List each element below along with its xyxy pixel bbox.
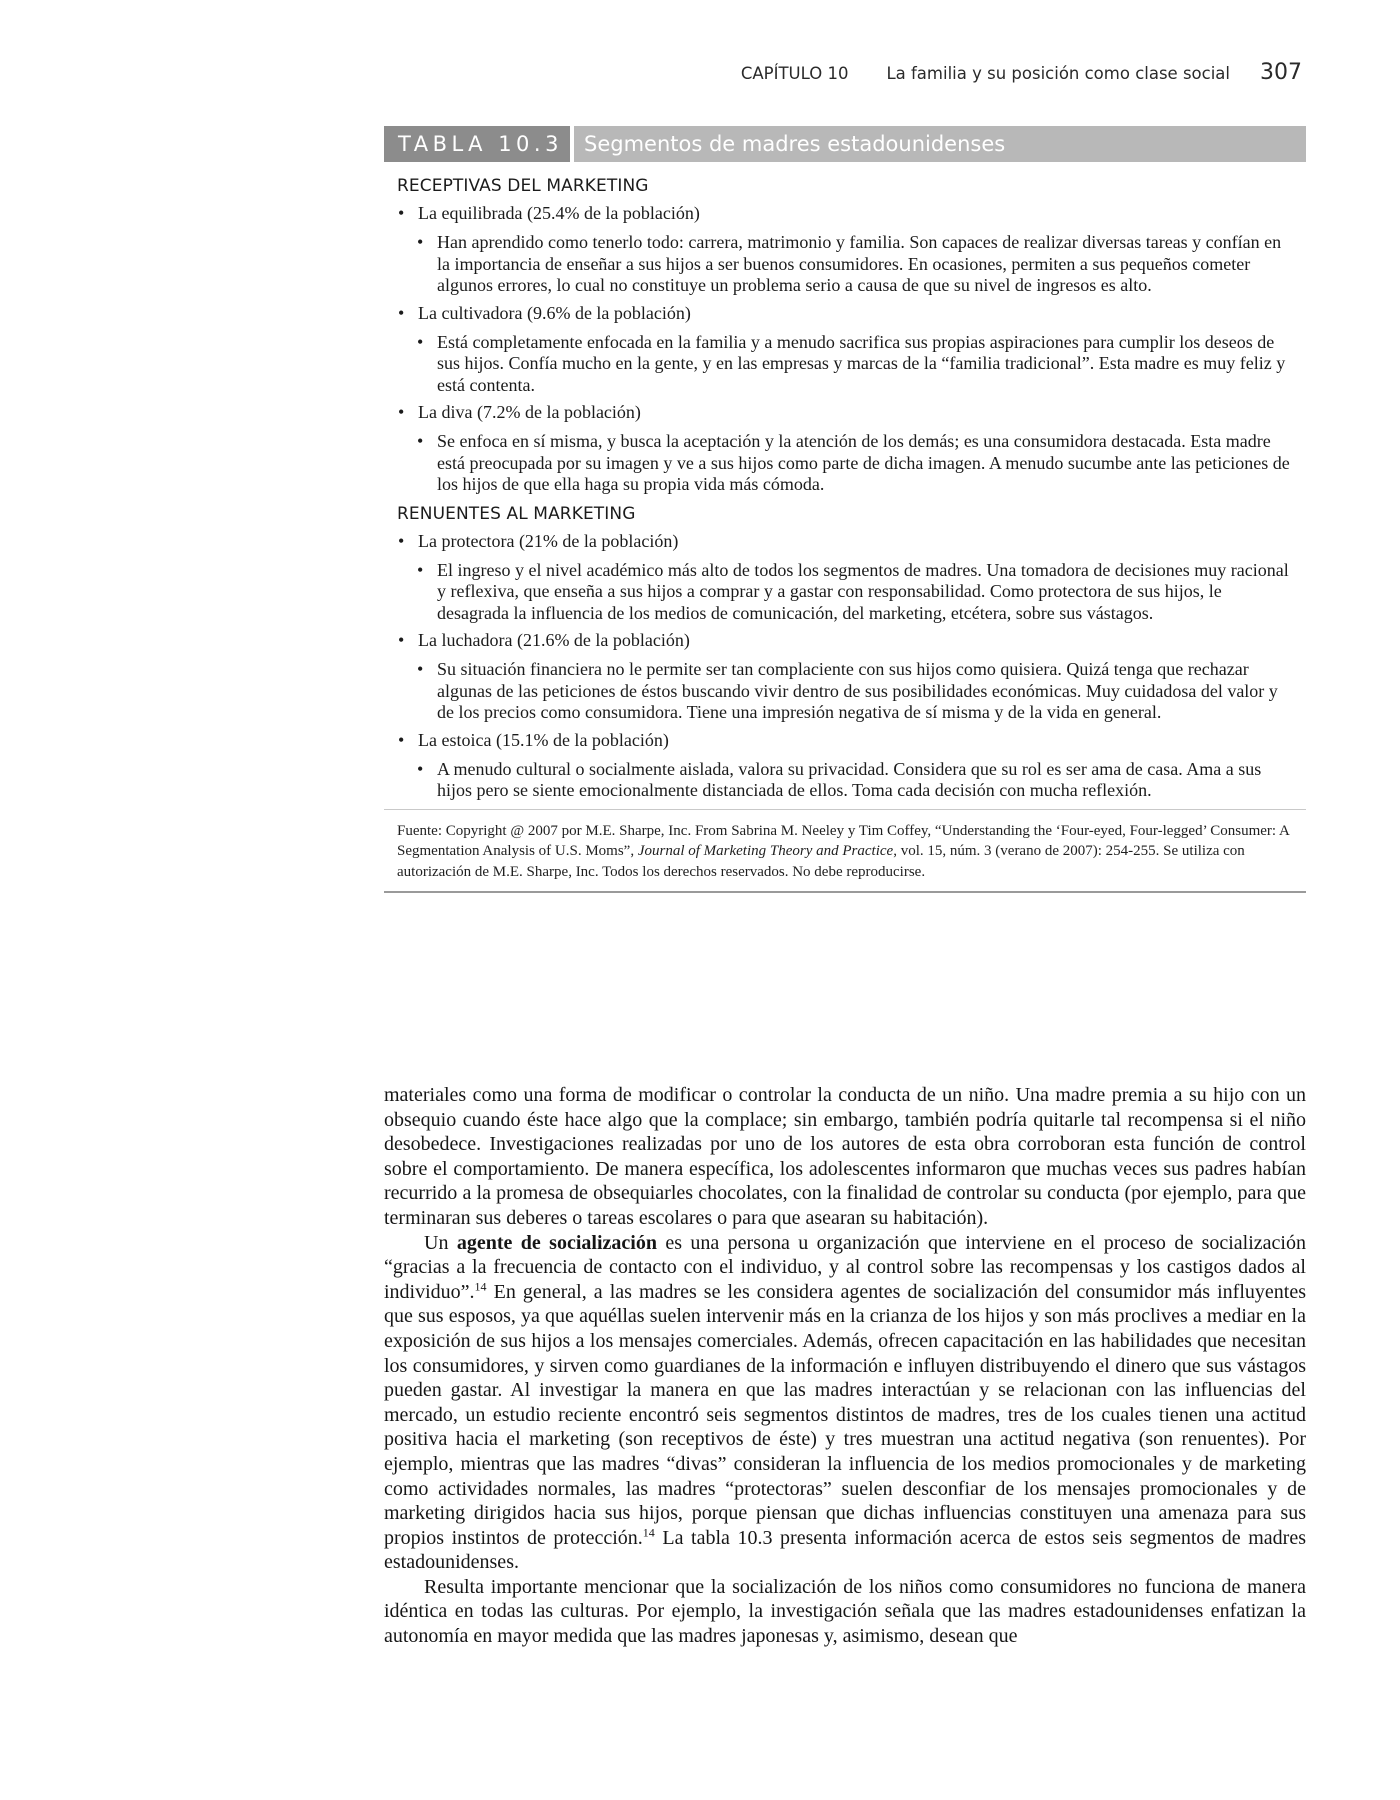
segment-name: • La luchadora (21.6% de la población) <box>397 629 1292 651</box>
segment-list <box>397 202 1292 496</box>
paragraph-text: La tabla 10.3 presenta información acerca de estos seis segmentos de madres estadounidenses. <box>384 1526 1306 1574</box>
table-title: Segmentos de madres estadounidenses <box>584 132 1006 156</box>
body-text <box>384 1083 1306 1649</box>
segment-description: • A menudo cultural o socialmente aislada, valora su privacidad. Considera que su rol es ser ama de casa. Ama a sus hijos pero se siente emocionalmente distanciada de ellos. Toma cada decisión con mucha reflexión. <box>417 759 1292 802</box>
page-number: 307 <box>1260 60 1302 85</box>
table-source-note <box>384 809 1306 894</box>
segment-item <box>397 202 1292 297</box>
footnote-ref: 14 <box>642 1525 655 1540</box>
group-renuentes <box>397 504 1292 802</box>
paragraph <box>384 1231 1306 1575</box>
table-header <box>384 126 1306 162</box>
segment-description: • Han aprendido como tenerlo todo: carrera, matrimonio y familia. Son capaces de realizar diversas tareas y confían en la importancia de enseñar a sus hijos a ser buenos consumidores. En ocasiones, permiten a sus pequeños cometer algunos errores, lo cual no constituye un problema serio a causa de que su nivel de ingresos es alto. <box>417 232 1292 297</box>
segment-name: • La equilibrada (25.4% de la población) <box>397 202 1292 224</box>
segment-name: • La estoica (15.1% de la población) <box>397 729 1292 751</box>
key-term: agente de socialización <box>456 1231 657 1254</box>
chapter-title: La familia y su posición como clase social <box>886 64 1230 83</box>
segment-name: • La cultivadora (9.6% de la población) <box>397 302 1292 324</box>
segment-item <box>397 401 1292 496</box>
segment-item <box>397 629 1292 724</box>
table-label: TABLA 10.3 <box>384 126 570 162</box>
segment-description: • Está completamente enfocada en la familia y a menudo sacrifica sus propias aspiraciones para cumplir los deseos de sus hijos. Confía mucho en la gente, y en las empresas y marcas de la “familia tradicional”. Esta madre es muy feliz y está contenta. <box>417 332 1292 397</box>
paragraph-text: Un <box>424 1231 457 1254</box>
segment-name: • La protectora (21% de la población) <box>397 530 1292 552</box>
paragraph-text: En general, a las madres se les considera agentes de socialización del consumidor más influyentes que sus esposos, ya que aquéllas suelen intervenir más en la crianza de los hijos y son más proclives a mediar en la exposición de sus hijos a los mensajes comerciales. Además, ofrecen capacitación en las habilidades que necesitan los consumidores, y sirven como guardianes de la información e influyen distribuyendo el dinero que sus vástagos pueden gastar. Al investigar la manera en que las madres interactúan y se relacionan con las influencias del mercado, un estudio reciente encontró seis segmentos distintos de madres, tres de los cuales tienen una actitud positiva hacia el marketing (son receptivos de éste) y tres muestran una actitud negativa (son renuentes). Por ejemplo, mientras que las madres “divas” consideran la influencia de los medios promocionales y de marketing como actividades normales, las madres “protectoras” suelen desconfiar de los mensajes promocionales y de marketing dirigidos hacia sus hijos, porque piensan que dichas influencias constituyen una amenaza para sus propios instintos de protección. <box>384 1280 1306 1549</box>
paragraph: materiales como una forma de modificar o controlar la conducta de un niño. Una madre premia a su hijo con un obsequio cuando éste hace algo que la complace; sin embargo, también podría quitarle tal recompensa si el niño desobedece. Investigaciones realizadas por uno de los autores de esta obra corroboran esta función de control sobre el comportamiento. De manera específica, los adolescentes informaron que muchas veces sus padres habían recurrido a la promesa de obsequiarles chocolates, con la finalidad de controlar su conducta (por ejemplo, para que terminaran sus deberes o tareas escolares o para que asearan su habitación). <box>384 1084 1306 1229</box>
segment-item <box>397 729 1292 802</box>
group-heading: RENUENTES AL MARKETING <box>397 503 636 524</box>
table-10-3 <box>384 126 1306 893</box>
segment-description: • El ingreso y el nivel académico más alto de todos los segmentos de madres. Una tomadora de decisiones muy racional y reflexiva, que enseña a sus hijos a comprar y a gastar con responsabilidad. Como protectora de sus hijos, le desagrada la influencia de los medios de comunicación, del marketing, etcétera, sobre sus vástagos. <box>417 560 1292 625</box>
segment-description: • Su situación financiera no le permite ser tan complaciente con sus hijos como quisiera. Quizá tenga que rechazar algunas de las peticiones de éstos buscando vivir dentro de sus posibilidades económicas. Muy cuidadosa del valor y de los precios como consumidora. Tiene una impresión negativa de sí misma y de la vida en general. <box>417 659 1292 724</box>
group-receptivas <box>397 176 1292 496</box>
table-body <box>384 162 1306 809</box>
source-journal: Journal of Marketing Theory and Practice <box>637 843 894 859</box>
paragraph-text: es una persona u organización que interviene en el proceso de socialización “gracias a la frecuencia de contacto con el individuo, y al control sobre las recompensas y los castigos dados al individuo”. <box>384 1231 1306 1303</box>
running-head <box>380 60 1302 85</box>
segment-item <box>397 302 1292 397</box>
segment-description: • Se enfoca en sí misma, y busca la aceptación y la atención de los demás; es una consumidora destacada. Esta madre está preocupada por su imagen y ve a sus hijos como parte de dicha imagen. A menudo sucumbe ante las peticiones de los hijos de que ella haga su propia vida más cómoda. <box>417 431 1292 496</box>
segment-name: • La diva (7.2% de la población) <box>397 401 1292 423</box>
source-text: , vol. 15, núm. 3 (verano de 2007): 254-255. Se utiliza con autorización de M.E. Sharpe, Inc. Todos los derechos reservados. No debe reproducirse. <box>397 843 1245 880</box>
source-text: Fuente: Copyright @ 2007 por M.E. Sharpe, Inc. From Sabrina M. Neeley y Tim Coffey, “Understanding the ‘Four-eyed, Four-legged’ Consumer: A Segmentation Analysis of U.S. Moms”, <box>397 822 1289 859</box>
footnote-ref: 14 <box>474 1279 487 1294</box>
paragraph: Resulta importante mencionar que la socialización de los niños como consumidores no funciona de manera idéntica en todas las culturas. Por ejemplo, la investigación señala que las madres estadounidenses enfatizan la autonomía en mayor medida que las madres japonesas y, asimismo, desean que <box>384 1575 1306 1648</box>
group-heading: RECEPTIVAS DEL MARKETING <box>397 176 649 196</box>
segment-list <box>397 530 1292 802</box>
chapter-label: CAPÍTULO 10 <box>740 64 849 83</box>
segment-item <box>397 530 1292 625</box>
